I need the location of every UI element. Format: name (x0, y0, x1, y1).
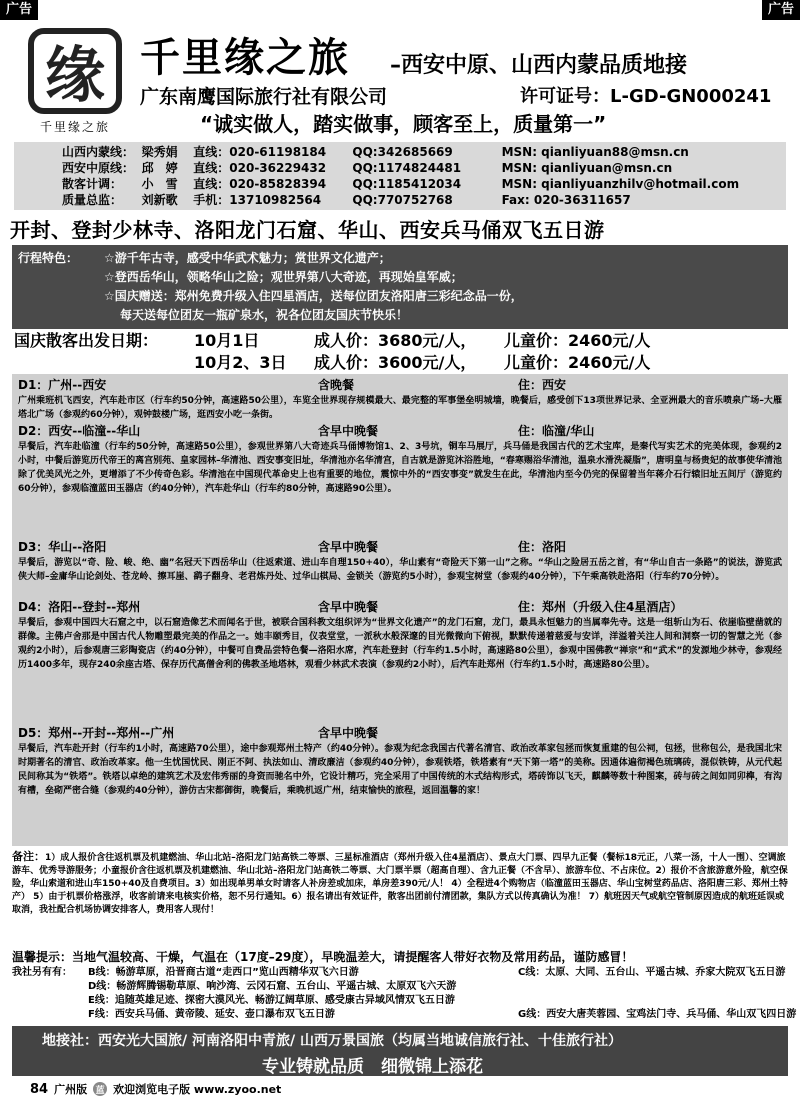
brand-title: 千里缘之旅 (140, 35, 350, 81)
feature-item: ☆登西岳华山，领略华山之险；观世界第八大奇迹，再现始皇军威； (104, 270, 463, 284)
page-footer (30, 1080, 281, 1098)
contact-phone: 直线：020-61198184 (193, 145, 327, 159)
day-meals: 含早中晚餐 (318, 540, 379, 554)
contact-row (62, 176, 780, 192)
day-description: 早餐后，参观中国四大石窟之中，以石窟造像艺术而闻名于世，被联合国科教文组织评为“世界文化遗产”的龙门石窟，龙门，最具永恒魅力的当属奉先寺。这是一组斩山为石、依崖临壁凿就的群像。主佛卢舍那是中国古代人物雕塑最完美的作品之一。她丰颐秀目，仪表堂堂，一派秋水般深邃的目光微微向下俯视，默默传递着慈爱与安详，洋溢着关注人间和洞察一切的智慧之光（参观约2小时），后参观唐三彩陶瓷店（约40分钟），中餐可自费品尝特色餐—洛阳水席，汽车赴登封（行车约1.5小时，高速路80公里），参观中国佛教“禅宗”和“武术”的发源地少林寺，参观经历1400多年，现存240余座古塔、保存历代高僧舍利的佛教圣地塔林，观看少林武术表演（参观约2小时），后汽车赴郑州（行车约1.5小时，高速路80公里）。 (18, 618, 782, 670)
contact-row (62, 144, 780, 160)
contact-phone: 直线：020-85828394 (193, 177, 327, 191)
price-row (14, 330, 786, 352)
other-lines (12, 966, 797, 1024)
line-item (518, 994, 788, 1008)
line-item: G线：西安大唐芙蓉园、宝鸡法门寺、兵马俑、华山双飞四日游 (518, 1009, 797, 1020)
day-description: 早餐后，汽车赴开封（行车约1小时，高速路70公里），途中参观郑州土特产（约40分钟）。参观为纪念我国古代著名清官、政治改革家包拯而恢复重建的包公祠，包拯，世称包公，是我国北宋时期著名的清官、政治改革家。他一生忧国忧民、刚正不阿、执法如山、清政廉洁（参观约40分钟），参观铁塔，铁塔素有“天下第一塔”的美称。因通体遍彻褐色琉璃砖，混似铁铸，从元代起民间称其为“铁塔”。铁塔以卓绝的建筑艺术及宏伟秀丽的身资而驰名中外，它设计精巧，完全采用了中国传统的木式结构形式，塔砖饰以飞天，麒麟等数十种图案，砖与砖之间如同卯榫，有沟有槽，垒砌严密合缝（参观约40分钟），游仿古宋都御街，晚餐后，乘晚机返广州，结束愉快的旅程，返回温馨的家！ (18, 744, 782, 796)
line-spacer (12, 980, 88, 994)
day-header (18, 538, 782, 556)
day-description: 早餐后，汽车赴临潼（行车约50分钟，高速路50公里），参观世界第八大奇迹兵马俑博物馆1、2、3号坑，铜车马展厅，兵马俑是我国古代的艺术宝库，是秦代写实艺术的完美体现，参观约2小时，中餐后游览历代帝王的离宫别苑、皇家园林–华清池、西安事变旧址，华清池亦名华清宫，自古就是游览沐浴胜地，“春寒赐浴华清池，温泉水滑洗凝脂”，唐明皇与杨贵妃的故事使华清池除了优美风光之外，更增添了不少传奇色彩。华清池在中国现代革命史上也有重要的地位，震惊中外的“西安事变”就发生在此，华清池内至今仍完的保留着当年蒋介石行辕旧址五间厅（游览约60分钟），参观临潼蓝田玉器店（约40分钟），汽车赴华山（行车约80分钟，高速路90公里）。 (18, 442, 782, 494)
header (0, 20, 800, 140)
departure-label (14, 352, 194, 374)
line-item: D线：畅游辉腾锡勒草原、响沙湾、云冈石窟、五台山、平遥古城、太原双飞六天游 (88, 981, 457, 992)
day-title: D1：广州--西安 (18, 378, 107, 392)
contact-qq: QQ:1185412034 (352, 177, 462, 191)
feature-item: ☆游千年古寺，感受中华武术魅力；赏世界文化遗产； (104, 251, 391, 265)
day-meals: 含晚餐 (318, 378, 355, 392)
day-title: D2：西安--临潼--华山 (18, 424, 141, 438)
departure-date: 10月2、3日 (194, 353, 287, 372)
contact-name: 刘新歌 (141, 193, 178, 207)
edition-label: 广州版 (54, 1083, 88, 1096)
contact-phone: 手机：13710982564 (193, 193, 322, 207)
notes (12, 850, 788, 946)
day-stay (518, 724, 778, 742)
edition-badge-icon: 蓝 (93, 1082, 107, 1096)
line-item: F线：西安兵马俑、黄帝陵、延安、壶口瀑布双飞五日游 (88, 1009, 335, 1020)
line-row (12, 994, 788, 1008)
contact-fax: Fax: 020-36311657 (501, 193, 631, 207)
contact-msn: MSN: qianliyuan88@msn.cn (501, 145, 689, 159)
day-description: 广州乘班机飞西安，汽车赴市区（行车约50分钟，高速路50公里），车览全世界现存规模最大、最完整的军事堡垒明城墙，晚餐后，感受创下13项世界记录、全亚洲最大的音乐喷泉广场–大雁塔北广场（参观约60分钟），观钟鼓楼广场，逛西安小吃一条街。 (18, 396, 782, 420)
feature-item: 每天送每位团友一瓶矿泉水，祝各位团友国庆节快乐！ (120, 308, 409, 322)
other-lines-label: 我社另有有： (12, 967, 72, 978)
ad-label-left: 广告 (0, 0, 38, 20)
brand-subtitle: –西安中原、山西内蒙品质地接 (390, 53, 688, 78)
day-header (18, 422, 782, 440)
line-spacer (12, 1008, 88, 1022)
line-item: C线：太原、大同、五台山、平遥古城、乔家大院双飞五日游 (518, 967, 786, 978)
company-name: 广东南鹰国际旅行社有限公司 (140, 86, 388, 108)
day-meals: 含早中晚餐 (318, 600, 379, 614)
features-list (104, 249, 784, 325)
local-agency: 地接社：西安光大国旅/ 河南洛阳中青旅/ 山西万景国旅（均属当地诚信旅行社、十佳旅行社） (42, 1033, 622, 1049)
departure-label: 国庆散客出发日期： (14, 331, 159, 350)
logo-glyph: 缘 (28, 28, 122, 114)
day-meals: 含早中晚餐 (318, 424, 379, 438)
motto: “诚实做人，踏实做事，顾客至上，质量第一” (200, 112, 607, 136)
features-label: 行程特色： (18, 251, 79, 265)
line-item: E线：追随英雄足迹、探密大漠风光、畅游辽阔草原、感受康古异域风情双飞五日游 (88, 995, 455, 1006)
day-stay: 住：西安 (518, 378, 567, 392)
day-stay: 住：郑州（升级入住4星酒店） (518, 600, 683, 614)
contact-msn: MSN: qianliyuanzhilv@hotmail.com (501, 177, 740, 191)
line-spacer (12, 994, 88, 1008)
line-row (12, 980, 788, 994)
contact-qq: QQ:342685669 (352, 145, 453, 159)
day-meals: 含早中晚餐 (318, 726, 379, 740)
day-title: D3：华山--洛阳 (18, 540, 107, 554)
itinerary (12, 374, 788, 846)
contact-name: 梁秀娟 (141, 145, 178, 159)
adult-price: 成人价：3680元/人， (314, 331, 477, 350)
contact-row (62, 192, 780, 208)
page-number: 84 (30, 1081, 49, 1097)
child-price: 儿童价：2460元/人 (504, 353, 651, 372)
contact-qq: QQ:770752768 (352, 193, 453, 207)
notes-text: 1）成人报价含往返机票及机建燃油、华山北站–洛阳龙门站高铁二等票、三星标准酒店（郑州升级入住4星酒店）、景点大门票、四早九正餐（餐标18元正，八菜一汤，十人一围）、空调旅游车、优秀导游服务；小童报价含往返机票及机建燃油、华山北站–洛阳龙门站高铁二等票、大门票半票（超高自理）、含九正餐（不含早）、旅游车位、不占床位。2）报价不含旅游意外险，航空保险，华山索道和进山车150+40及自费项目。3）如出现单男单女时请客人补房差或加床，单房差390元/人！ 4）全程进4个购物店（临潼蓝田玉器店、华山宝树堂药品店、洛阳唐三彩、郑州土特产） 5）由于机票价格涨浮，收客前请来电核实价格，恕不另行通知。6）报名请出有效证件，散客出团前付清团款，集队方式以传真确认为准！ 7）航班因天气或航空管制原因造成的航班延误或取消，我社配合机场协调安排客人，费用客人现付！ (12, 853, 788, 915)
notes-label: 备注： (12, 850, 45, 863)
contact-name: 小 雪 (141, 177, 178, 191)
contact-msn: MSN: qianliyuan@msn.cn (501, 161, 673, 175)
contact-qq: QQ:1174824481 (352, 161, 462, 175)
feature-item: ☆国庆赠送：郑州免费升级入住四星酒店，送每位团友洛阳唐三彩纪念品一份， (104, 289, 523, 303)
line-item (518, 980, 788, 994)
route-title: 开封、登封少林寺、洛阳龙门石窟、华山、西安兵马俑双飞五日游 (10, 218, 605, 242)
contact-dept: 山西内蒙线： (62, 145, 135, 159)
contact-name: 邱 婷 (141, 161, 178, 175)
day-header (18, 724, 782, 742)
line-item: B线：畅游草原，沿晋商古道“走西口”览山西精华双飞六日游 (88, 967, 359, 978)
contact-dept: 西安中原线： (62, 161, 135, 175)
day-title: D4：洛阳--登封--郑州 (18, 600, 141, 614)
adult-price: 成人价：3600元/人， (314, 353, 477, 372)
line-row (12, 1008, 797, 1022)
contacts-panel (14, 142, 786, 210)
price-table (14, 330, 786, 374)
logo-caption: 千里缘之旅 (39, 120, 110, 134)
warm-tips: 温馨提示：当地气温较高、干燥，气温在（17度–29度），早晚温差大，请提醒客人带好衣物及常用药品，谨防感冒！ (12, 950, 634, 964)
bottom-bar (12, 1026, 788, 1076)
child-price: 儿童价：2460元/人 (504, 331, 651, 350)
contact-dept: 散客计调： (62, 177, 123, 191)
ad-label-right: 广告 (762, 0, 800, 20)
day-description: 早餐后，游览以“奇、险、峻、绝、幽”名冠天下西岳华山（往返索道、进山车自理150+40），华山素有“奇险天下第一山”之称。“华山之险居五岳之首，有“华山自古一条路”的说法，游览武侠大师–金庸华山论剑处、苍龙岭、擦耳崖、鹞子翻身、老君炼丹处、过华山棋局、金锁关（游览约5小时），参观宝树堂（参观约40分钟），下午乘高铁赴洛阳（行车约70分钟）。 (18, 558, 782, 582)
logo (20, 28, 130, 138)
price-row (14, 352, 786, 374)
contact-row (62, 160, 780, 176)
slogan: 专业铸就品质 细微锦上添花 (262, 1057, 483, 1077)
day-stay: 住：洛阳 (518, 540, 567, 554)
contact-phone: 直线：020-36229432 (193, 161, 327, 175)
website-link[interactable]: 欢迎浏览电子版 www.zyoo.net (113, 1083, 282, 1096)
departure-date: 10月1日 (194, 331, 260, 350)
day-title: D5：郑州--开封--郑州--广州 (18, 726, 175, 740)
day-header (18, 376, 782, 394)
line-row (12, 966, 788, 980)
contact-dept: 质量总监： (62, 193, 123, 207)
license-number: 许可证号：L-GD-GN000241 (520, 86, 772, 107)
features-panel (12, 245, 788, 329)
day-stay: 住：临潼/华山 (518, 424, 595, 438)
day-header (18, 598, 782, 616)
